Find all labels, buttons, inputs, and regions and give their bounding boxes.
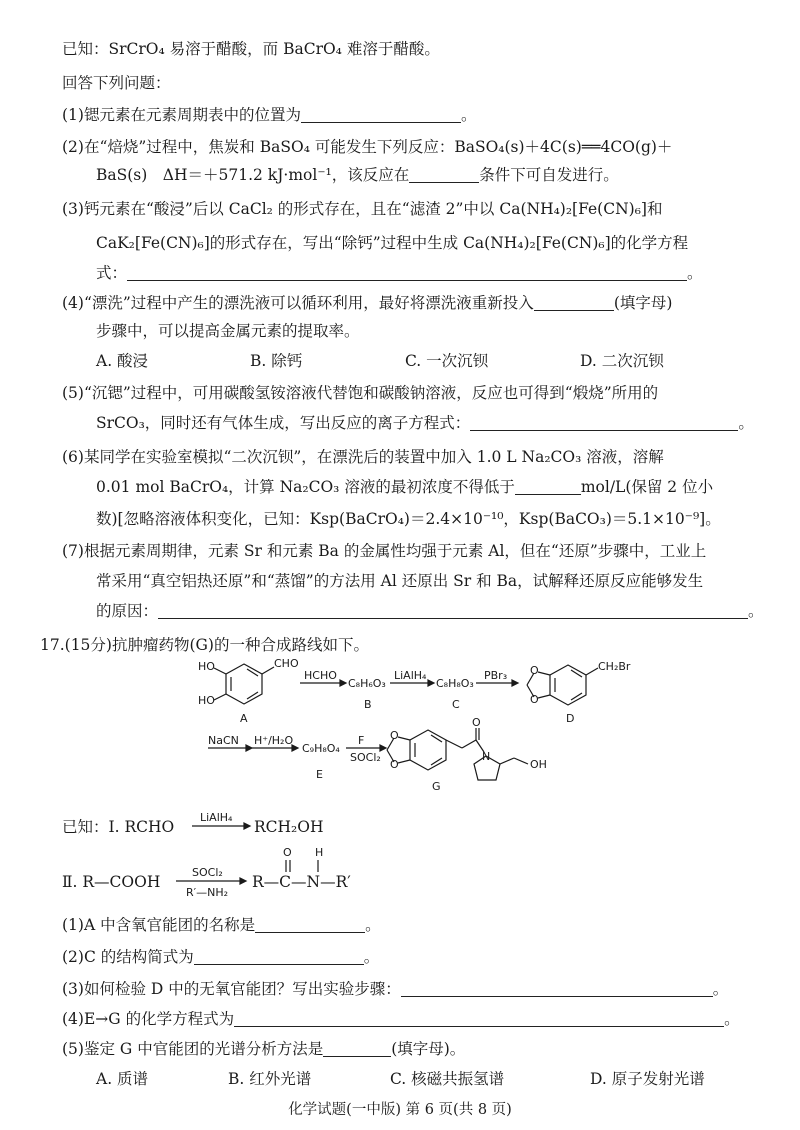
carbonyl-o: O — [472, 716, 481, 729]
q4-line-b: 步骤中，可以提高金属元素的提取率。 — [96, 322, 360, 340]
s5-option-c: C. 核磁共振氢谱 — [390, 1070, 505, 1088]
q6b-text: 0.01 mol BaCrO₄，计算 Na₂CO₃ 溶液的最初浓度不得低于 — [96, 478, 515, 496]
q6-line-a: (6)某同学在实验室模拟“二次沉钡”，在漂洗后的装置中加入 1.0 L Na₂CO₃ 溶液，溶解 — [62, 448, 664, 466]
reagent-acid: H⁺/H₂O — [254, 734, 294, 747]
q4-option-c: C. 一次沉钡 — [405, 352, 489, 370]
q7-line-b: 常采用“真空铝热还原”和“蒸馏”的方法用 Al 还原出 Sr 和 Ba，试解释还原反应能够发生 — [96, 572, 704, 590]
sub-question-4 — [62, 1008, 740, 1030]
q4-option-d: D. 二次沉钡 — [580, 352, 664, 370]
q2-line-a: (2)在“焙烧”过程中，焦炭和 BaSO₄ 可能发生下列反应：BaSO₄(s)＋4C(s)══4CO(g)＋ — [62, 138, 673, 156]
reagent-pbr3: PBr₃ — [484, 669, 508, 682]
formula-b: C₈H₆O₃ — [348, 677, 386, 690]
sub-question-5 — [62, 1038, 465, 1060]
sub-question-2 — [62, 946, 379, 968]
formula-c: C₈H₈O₃ — [436, 677, 474, 690]
known-2-product: R—C—N—R′ — [252, 873, 351, 891]
reagent-hcho: HCHO — [304, 669, 337, 682]
s2-text: (2)C 的结构简式为 — [62, 948, 194, 966]
known-1-reagent: LiAlH₄ — [200, 811, 233, 824]
q2b-text: BaS(s) ΔH＝＋571.2 kJ·mol⁻¹，该反应在 — [96, 166, 410, 184]
o-atom-g-top: O — [390, 729, 399, 742]
s5-option-d: D. 原子发射光谱 — [590, 1070, 705, 1088]
q3-line-a: (3)钙元素在“酸浸”后以 CaCl₂ 的形式存在，且在“滤渣 2”中以 Ca(NH₄)₂[Fe(CN)₆]和 — [62, 200, 663, 218]
ch2br-group: CH₂Br — [598, 660, 631, 673]
s1-answer-blank[interactable] — [255, 916, 365, 933]
s5-end: (填字母)。 — [391, 1040, 466, 1058]
q6b-end: mol/L(保留 2 位小 — [580, 478, 714, 496]
q4-option-b: B. 除钙 — [250, 352, 303, 370]
formula-e: C₉H₈O₄ — [302, 742, 340, 755]
ho-bottom: HO — [198, 694, 215, 707]
q5b-text: SrCO₃，同时还有气体生成，写出反应的离子方程式： — [96, 414, 471, 432]
label-compound-a: A — [240, 712, 248, 725]
s1-end: 。 — [365, 916, 381, 934]
s4-end: 。 — [724, 1010, 740, 1028]
q3c-end: 。 — [687, 264, 703, 282]
label-compound-b: B — [364, 698, 372, 711]
s5-option-a: A. 质谱 — [96, 1070, 149, 1088]
q5b-end: 。 — [738, 414, 754, 432]
question-17-title: 17.(15分)抗肿瘤药物(G)的一种合成路线如下。 — [40, 636, 369, 654]
s5-answer-blank[interactable] — [323, 1040, 391, 1057]
s5-text: (5)鉴定 G 中官能团的光谱分析方法是 — [62, 1040, 324, 1058]
q7c-end: 。 — [748, 602, 764, 620]
page-footer: 化学试题(一中版) 第 6 页(共 8 页) — [288, 1102, 512, 1118]
q3c-text: 式： — [96, 264, 128, 282]
q4a-end: (填字母) — [613, 294, 673, 312]
known-2-h: H — [315, 846, 324, 859]
reagent-socl2: SOCl₂ — [350, 751, 381, 764]
q4-option-a: A. 酸浸 — [96, 352, 149, 370]
q5-line-a: (5)“沉锶”过程中，可用碳酸氢铵溶液代替饱和碳酸钠溶液，反应也可得到“煅烧”所用的 — [62, 384, 659, 402]
label-compound-c: C — [452, 698, 460, 711]
q6-line-c: 数)[忽略溶液体积变化，已知：Ksp(BaCrO₄)＝2.4×10⁻¹⁰，Ksp(BaCO₃)＝5.1×10⁻⁹]。 — [96, 510, 721, 528]
s4-answer-blank[interactable] — [234, 1010, 724, 1027]
s2-end: 。 — [363, 948, 380, 966]
known-1-text: 已知：Ⅰ. RCHO — [62, 818, 175, 836]
s4-text: (4)E→G 的化学方程式为 — [62, 1010, 235, 1028]
s3-text: (3)如何检验 D 中的无氧官能团？写出实验步骤： — [62, 980, 401, 998]
q3-line-b: CaK₂[Fe(CN)₆]的形式存在，写出“除钙”过程中生成 Ca(NH₄)₂[Fe(CN)₆]的化学方程 — [96, 234, 689, 252]
s3-answer-blank[interactable] — [401, 980, 713, 997]
o-atom-d-top: O — [530, 664, 539, 677]
sub-question-1 — [62, 914, 381, 936]
q7-line-a: (7)根据元素周期律，元素 Sr 和元素 Ba 的金属性均强于元素 Al，但在“还原”步骤中，工业上 — [62, 542, 707, 560]
answer-intro: 回答下列问题： — [62, 74, 171, 92]
sub-question-3 — [62, 978, 728, 1000]
q1-end: 。 — [460, 106, 477, 124]
label-compound-d: D — [566, 712, 575, 725]
q4a-text: (4)“漂洗”过程中产生的漂洗液可以循环利用，最好将漂洗液重新投入 — [62, 294, 534, 312]
n-atom: N — [482, 750, 491, 763]
known-2-text: Ⅱ. R—COOH — [62, 873, 161, 891]
q2b-end: 条件下可自发进行。 — [479, 166, 619, 184]
known-text: 已知：SrCrO₄ 易溶于醋酸，而 BaCrO₄ 难溶于醋酸。 — [62, 40, 440, 58]
s1-text: (1)A 中含氧官能团的名称是 — [62, 916, 256, 934]
s5-option-b: B. 红外光谱 — [228, 1070, 312, 1088]
s3-end: 。 — [712, 980, 729, 998]
known-2-reagent-top: SOCl₂ — [192, 866, 223, 879]
oh-group: OH — [530, 758, 547, 771]
q1-text: (1)锶元素在元素周期表中的位置为 — [62, 106, 301, 124]
known-1-product: RCH₂OH — [254, 818, 324, 836]
ho-top: HO — [198, 660, 215, 673]
known-2-o: O — [283, 846, 292, 859]
reagent-lialh4: LiAlH₄ — [394, 669, 427, 682]
reagent-f: F — [358, 734, 365, 747]
reagent-nacn: NaCN — [208, 734, 239, 747]
label-compound-e: E — [316, 768, 323, 781]
known-2-reagent-bottom: R′—NH₂ — [186, 886, 229, 899]
q7c-text: 的原因： — [96, 602, 159, 620]
label-compound-g: G — [432, 780, 441, 793]
o-atom-g-bottom: O — [390, 758, 399, 771]
o-atom-d-bottom: O — [530, 693, 539, 706]
s2-answer-blank[interactable] — [194, 948, 364, 965]
cho-group: CHO — [274, 657, 299, 670]
